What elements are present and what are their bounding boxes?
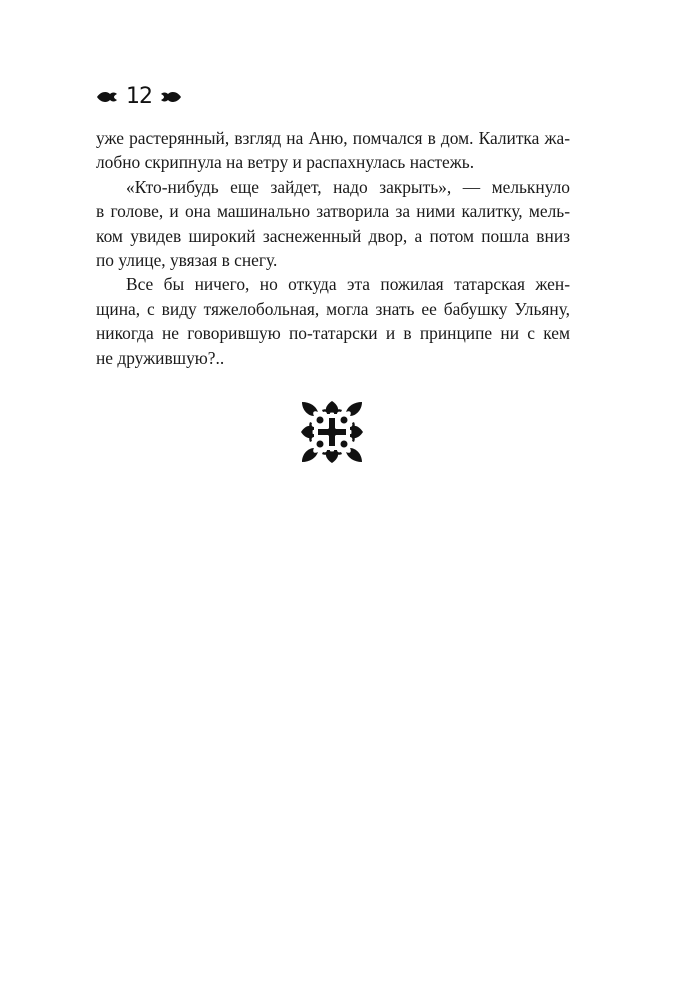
text-line: по улице, увязая в снегу. xyxy=(96,250,278,271)
text-line: ком увидев широкий заснеженный двор, а потом пошла вниз xyxy=(96,225,570,246)
paragraph xyxy=(96,126,570,175)
page-number: 12 xyxy=(126,84,152,109)
fleuron-icon xyxy=(300,400,364,464)
text-line: «Кто-нибудь еще зайдет, надо закрыть», — мелькнуло xyxy=(126,176,570,197)
text-line: уже растерянный, взгляд на Аню, помчался в дом. Калитка жа- xyxy=(96,128,570,148)
paragraph xyxy=(96,272,570,370)
text-line: Все бы ничего, но откуда эта пожилая татарская жен- xyxy=(126,274,570,295)
body-text xyxy=(96,126,570,370)
paragraph xyxy=(96,175,570,273)
running-header xyxy=(96,84,182,110)
text-line: в голове, и она машинально затворила за ними калитку, мель- xyxy=(96,201,570,222)
leaf-ornament-icon xyxy=(96,90,118,104)
text-line: лобно скрипнула на ветру и распахнулась настежь. xyxy=(96,152,475,173)
text-line: никогда не говорившую по-татарски и в принципе ни с кем xyxy=(96,323,570,344)
leaf-ornament-icon xyxy=(160,90,182,104)
text-line: не дружившую?.. xyxy=(96,347,225,368)
text-line: щина, с виду тяжелобольная, могла знать ее бабушку Ульяну, xyxy=(96,298,570,319)
